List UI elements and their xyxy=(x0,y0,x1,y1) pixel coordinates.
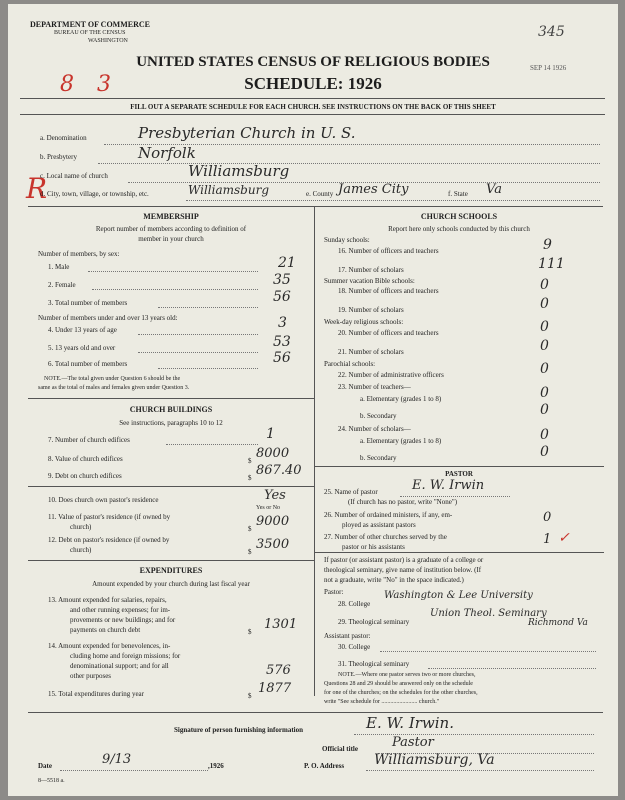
q13-value: 1301 xyxy=(264,617,298,632)
pastor-note-2: Questions 28 and 29 should be answered only on the schedule xyxy=(324,681,473,687)
under-over-label: Number of members under and over 13 years old: xyxy=(38,314,178,322)
parochial-label: Parochial schools: xyxy=(324,360,376,368)
grad-instruction-2: theological seminary, give name of institution below. (If xyxy=(324,566,482,574)
grad-instruction-3: not a graduate, write "No" in the space indicated.) xyxy=(324,576,464,584)
q16-value: 9 xyxy=(543,237,552,253)
q14-label-2: cluding home and foreign missions; for xyxy=(70,652,181,660)
q30-label: 30. College xyxy=(338,643,371,651)
date-year: ,1926 xyxy=(208,762,224,770)
q14-value: 576 xyxy=(266,663,291,678)
asst-pastor-label: Assistant pastor: xyxy=(324,632,371,640)
county-label: e. County xyxy=(306,190,334,198)
q14-label-3: denominational support; and for all xyxy=(70,662,169,670)
form-instruction: FILL OUT A SEPARATE SCHEDULE FOR EACH CHURCH. SEE INSTRUCTIONS ON THE BACK OF THIS SHEET xyxy=(130,103,496,111)
q3-value: 56 xyxy=(273,289,291,305)
q11-label-2: church) xyxy=(70,523,92,531)
q19-label: 19. Number of scholars xyxy=(338,306,404,314)
q28-value: Washington & Lee University xyxy=(384,590,533,601)
q24b-value: 0 xyxy=(540,444,549,460)
weekday-label: Week-day religious schools: xyxy=(324,318,404,326)
q1-value: 21 xyxy=(278,255,296,271)
q20-label: 20. Number of officers and teachers xyxy=(338,329,439,337)
expenditures-sub: Amount expended by your church during last fiscal year xyxy=(92,580,250,588)
q13-label-2: and other running expenses; for im- xyxy=(70,606,171,614)
membership-note-1: NOTE.—The total given under Question 6 should be the xyxy=(44,376,181,382)
q13-label-4: payments on church debt xyxy=(70,626,141,634)
q31-label: 31. Theological seminary xyxy=(338,660,410,668)
pastor-label: Pastor: xyxy=(324,588,344,596)
state-value: Va xyxy=(486,182,502,197)
schedule-number: 345 xyxy=(538,24,565,40)
red-number-mark: 8 3 xyxy=(60,72,119,97)
q16-label: 16. Number of officers and teachers xyxy=(338,247,439,255)
q27-value: 1 xyxy=(543,532,552,547)
q14-label-1: 14. Amount expended for benevolences, in- xyxy=(48,642,171,650)
local-name-value: Williamsburg xyxy=(188,162,290,180)
membership-heading: MEMBERSHIP xyxy=(143,212,199,221)
grad-instruction-1: If pastor (or assistant pastor) is a graduate of a college or xyxy=(324,556,484,564)
dept-label: DEPARTMENT OF COMMERCE xyxy=(30,20,151,29)
q13-label-3: provements or new buildings; and for xyxy=(70,616,176,624)
q27-label-2: pastor or his assistants xyxy=(342,543,405,551)
po-address-value: Williamsburg, Va xyxy=(374,752,495,768)
q14-label-4: other purposes xyxy=(70,672,112,680)
schools-heading: CHURCH SCHOOLS xyxy=(420,212,498,221)
q9-value: 867.40 xyxy=(256,463,302,478)
presbytery-label: b. Presbytery xyxy=(40,153,77,161)
pastor-heading: PASTOR xyxy=(445,470,473,478)
q25-label: 25. Name of pastor xyxy=(324,488,378,496)
buildings-sub: See instructions, paragraphs 10 to 12 xyxy=(119,419,223,427)
form-number: 8—5518 a. xyxy=(38,778,65,784)
official-title-label: Official title xyxy=(322,745,358,753)
q12-label-1: 12. Debt on pastor's residence (if owned by xyxy=(48,536,170,544)
expenditures-heading: EXPENDITURES xyxy=(139,566,203,575)
q17-value: 111 xyxy=(538,256,565,272)
q24a-value: 0 xyxy=(540,427,549,443)
pastor-note-1: NOTE.—Where one pastor serves two or more churches, xyxy=(338,672,476,678)
state-label: f. State xyxy=(448,190,468,198)
denomination-label: a. Denomination xyxy=(40,134,87,142)
form-title: UNITED STATES CENSUS OF RELIGIOUS BODIES xyxy=(136,54,490,70)
q23a-label: a. Elementary (grades 1 to 8) xyxy=(360,395,442,403)
q21-value: 0 xyxy=(540,338,549,354)
q24a-label: a. Elementary (grades 1 to 8) xyxy=(360,437,442,445)
denomination-value: Presbyterian Church in U. S. xyxy=(138,124,356,142)
red-r-mark: R xyxy=(26,172,48,205)
q25-note: (If church has no pastor, write "None") xyxy=(348,498,458,506)
q23b-value: 0 xyxy=(540,402,549,418)
summer-label: Summer vacation Bible schools: xyxy=(324,277,415,285)
q23b-label: b. Secondary xyxy=(360,412,397,420)
q22-value: 0 xyxy=(540,361,549,377)
q7-value: 1 xyxy=(266,426,275,442)
q5-value: 53 xyxy=(273,334,291,350)
date-value: 9/13 xyxy=(102,752,132,767)
membership-note-2: same as the total of males and females given under Question 3. xyxy=(38,385,190,391)
q12-label-2: church) xyxy=(70,546,92,554)
city-label: WASHINGTON xyxy=(88,38,128,44)
q29-label: 29. Theological seminary xyxy=(338,618,410,626)
membership-sub-2: member in your church xyxy=(138,235,204,243)
census-schedule-page: DEPARTMENT OF COMMERCE BUREAU OF THE CENSUS WASHINGTON 345 SEP 14 1926 8 3 R UNITED STATES CENSUS OF RELIGIOUS BODIES SCHEDULE: 1926 FILL OUT A SEPARATE SCHEDULE FOR EACH CHURCH. SEE INSTRUCTIONS ON THE BACK OF THIS SHEET a. Denomination Presbyterian Church in U. S. b. Presbytery Norfolk c. Local name of church Williamsburg d. City, town, village, or township, etc. Williamsburg e. County James City f. State Va MEMBERSHIP Report number of members according to definition of member in your church Number of members, by sex: 1. Male 21 2. Female 35 3. Total number of members 56 Number of members under and over 13 years old: 4. Under 13 years of age 3 5. 13 years old and over 53 6. Total number of members 56 NOTE.—The total given under Question 6 should be the same as the total of males and females given under Question 3. CHURCH BUILDINGS See instructions, paragraphs 10 to 12 7. Number of church edifices 1 8. Value of church edifices $ 8000 9. Debt on church edifices $ 867.40 10. Does church own pastor's residence Yes Yes or No 11. Value of pastor's residence (if owned by church) $ 9000 12. Debt on pastor's residence (if owned by church) $ 3500 EXPENDITURES Amount expended by your church during last fiscal year 13. Amount expended for salaries, repairs, and other running expenses; for im- provements or new buildings; and for payments on church debt $ 1301 14. Amount expended for benevolences, in- cluding home and foreign missions; for denominational support; and for all other purposes 576 15. Total expenditures during year $ 1877 CHURCH SCHOOLS Report here only schools conducted by this church Sunday schools: 16. Number of officers and teachers 9 17. Number of scholars 111 Summer vacation Bible schools: 18. Number of officers and teachers 0 19. Number of scholars 0 Week-day religious schools: 20. Number of officers and teachers 0 21. Number of scholars 0 Parochial schools: 22. Number of administrative officers 0 23. Number of teachers— a. Elementary (grades 1 to 8) 0 b. Secondary 0 24. Number of scholars— a. Elementary (grades 1 to 8) 0 b. Secondary 0 PASTOR 25. Name of pastor E. W. Irwin (If church has no pastor, write "None") 26. Number of ordained ministers, if any, em- ployed as assistant pastors 0 27. Number of other churches served by the pastor or his assistants 1 ✓ If pastor (or assistant pastor) is a graduate of a college or theological seminary, give name of institution below. (If not a graduate, write "No" in the space indicated.) Pastor: 28. College Washington & Lee University 29. Theological seminary Union Theol. Seminary Richmond Va Assistant pastor: 30. College 31. Theological seminary NOTE.—Where one pastor serves two or more churches, Questions 28 and 29 should be answered only on the schedule for one of the churches; on the schedules for the other churches, write "See schedule for ........................ church." Signature of person furnishing information E. W. Irwin. Official title Pastor Date 9/13 ,1926 P. O. Address Williamsburg, Va 8—5518 a. xyxy=(8,4,618,796)
q8-label: 8. Value of church edifices xyxy=(48,455,123,463)
q26-value: 0 xyxy=(543,510,552,525)
q2-value: 35 xyxy=(273,272,291,288)
q27-label-1: 27. Number of other churches served by the xyxy=(324,533,447,541)
q9-label: 9. Debt on church edifices xyxy=(48,472,122,480)
q21-label: 21. Number of scholars xyxy=(338,348,404,356)
q6-value: 56 xyxy=(273,350,291,366)
red-check-mark: ✓ xyxy=(558,530,570,546)
q6-label: 6. Total number of members xyxy=(48,360,128,368)
q11-label-1: 11. Value of pastor's residence (if owned by xyxy=(48,513,171,521)
q20-value: 0 xyxy=(540,319,549,335)
q8-value: 8000 xyxy=(256,446,290,461)
q12-value: 3500 xyxy=(256,537,290,552)
po-address-label: P. O. Address xyxy=(304,762,345,770)
q15-label: 15. Total expenditures during year xyxy=(48,690,144,698)
q28-label: 28. College xyxy=(338,600,371,608)
official-title-value: Pastor xyxy=(392,735,434,750)
received-stamp: SEP 14 1926 xyxy=(530,64,567,72)
q13-label-1: 13. Amount expended for salaries, repairs, xyxy=(48,596,167,604)
q25-value: E. W. Irwin xyxy=(412,478,485,493)
q22-label: 22. Number of administrative officers xyxy=(338,371,444,379)
q24b-label: b. Secondary xyxy=(360,454,397,462)
q10-label: 10. Does church own pastor's residence xyxy=(48,496,159,504)
q4-label: 4. Under 13 years of age xyxy=(48,326,117,334)
membership-sub-1: Report number of members according to definition of xyxy=(95,225,247,233)
city-value: Williamsburg xyxy=(188,183,269,197)
signature-value: E. W. Irwin. xyxy=(366,714,454,732)
q17-label: 17. Number of scholars xyxy=(338,266,404,274)
yes-no-hint: Yes or No xyxy=(256,505,281,511)
q4-value: 3 xyxy=(278,315,287,331)
pastor-note-3: for one of the churches; on the schedules for the other churches, xyxy=(324,690,478,696)
pastor-note-4: write "See schedule for ........................ church." xyxy=(324,699,440,705)
presbytery-value: Norfolk xyxy=(138,144,196,162)
q10-value: Yes xyxy=(264,488,286,503)
county-value: James City xyxy=(338,182,409,197)
local-name-label: c. Local name of church xyxy=(40,172,108,180)
q23a-value: 0 xyxy=(540,385,549,401)
q19-value: 0 xyxy=(540,296,549,312)
q18-value: 0 xyxy=(540,277,549,293)
signature-label: Signature of person furnishing information xyxy=(174,726,303,734)
q5-label: 5. 13 years old and over xyxy=(48,344,116,352)
date-label: Date xyxy=(38,762,52,770)
by-sex-label: Number of members, by sex: xyxy=(38,250,120,258)
bureau-label: BUREAU OF THE CENSUS xyxy=(54,30,126,36)
city-field-label: d. City, town, village, or township, etc. xyxy=(40,190,149,198)
q7-label: 7. Number of church edifices xyxy=(48,436,130,444)
q26-label-1: 26. Number of ordained ministers, if any, em- xyxy=(324,511,453,519)
q26-label-2: ployed as assistant pastors xyxy=(342,521,416,529)
q1-label: 1. Male xyxy=(48,263,70,271)
q2-label: 2. Female xyxy=(48,281,76,289)
q29-value: Union Theol. Seminary xyxy=(430,608,547,619)
buildings-heading: CHURCH BUILDINGS xyxy=(129,405,213,414)
sunday-label: Sunday schools: xyxy=(324,236,370,244)
q29-value-2: Richmond Va xyxy=(528,618,588,628)
q24-label: 24. Number of scholars— xyxy=(338,425,411,433)
schools-sub: Report here only schools conducted by this church xyxy=(388,225,530,233)
q18-label: 18. Number of officers and teachers xyxy=(338,287,439,295)
q11-value: 9000 xyxy=(256,514,290,529)
q23-label: 23. Number of teachers— xyxy=(338,383,411,391)
form-subtitle: SCHEDULE: 1926 xyxy=(244,74,382,93)
q15-value: 1877 xyxy=(258,681,292,696)
q3-label: 3. Total number of members xyxy=(48,299,128,307)
